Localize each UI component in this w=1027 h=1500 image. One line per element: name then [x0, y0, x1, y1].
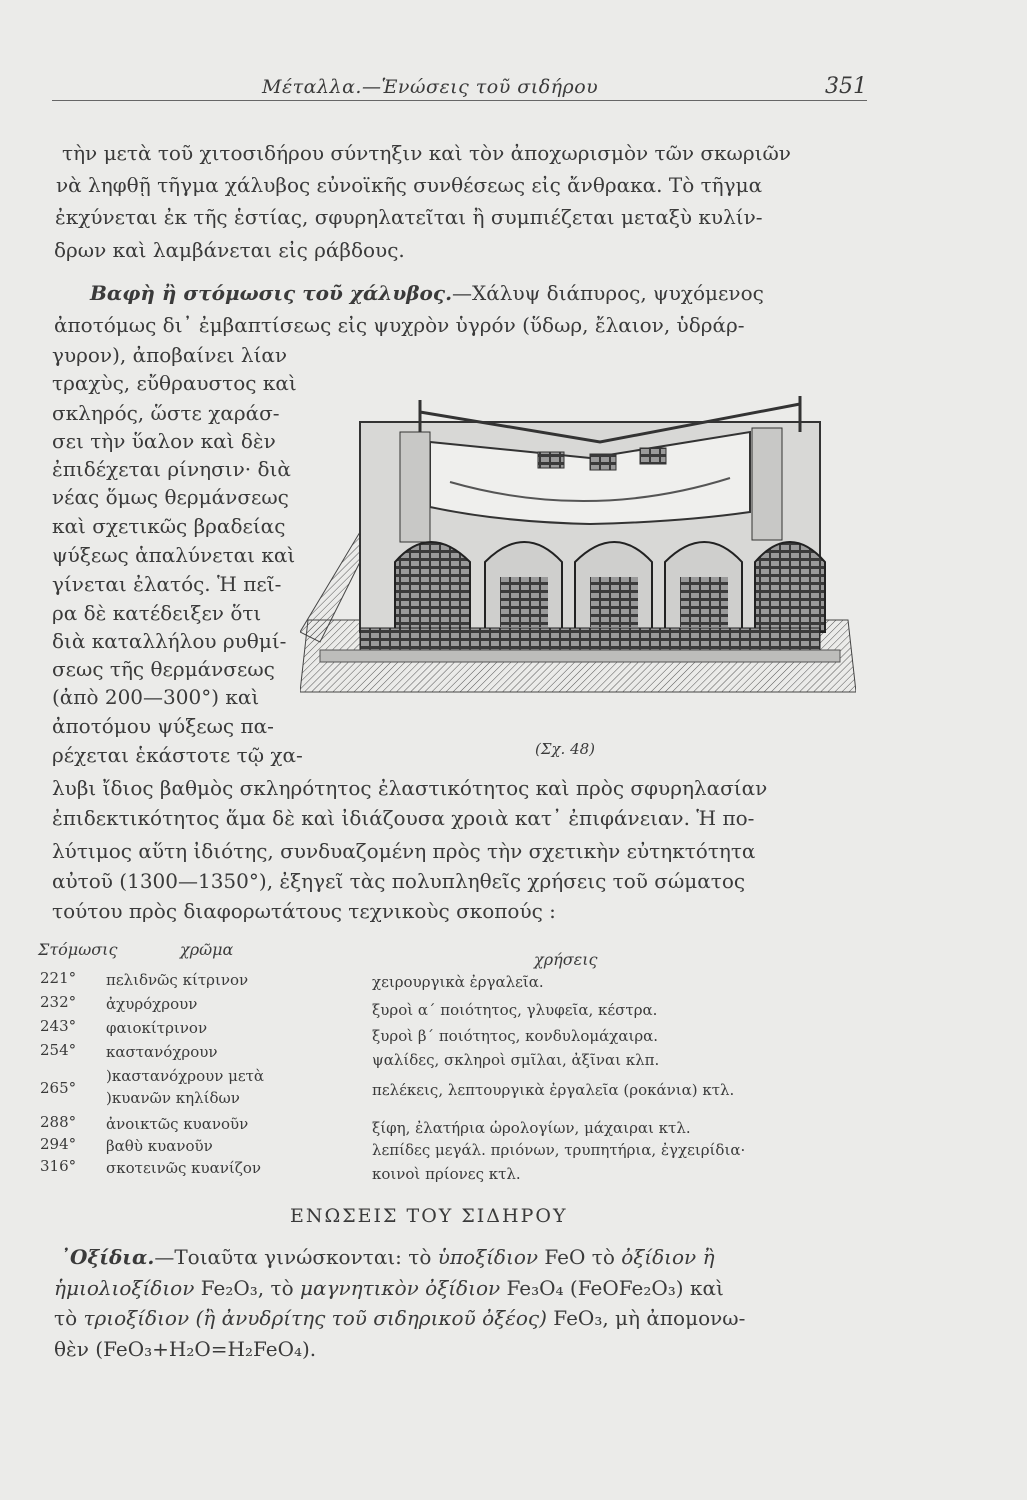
uses-value: λεπίδες μεγάλ. πριόνων, τρυπητήρια, ἐγχειρίδια· [372, 1141, 746, 1159]
para2-first-line [90, 280, 764, 306]
temper-value: 294° [40, 1135, 77, 1153]
section-heading-vafi: Βαφὴ ἢ στόμωσις τοῦ χάλυβος. [90, 281, 453, 305]
para2-wrap-line: τραχὺς, εὔθραυστος καὶ [52, 371, 297, 395]
oxides-line-2 [54, 1275, 724, 1301]
temper-value: 232° [40, 993, 77, 1011]
uses-value: πελέκεις, λεπτουργικὰ ἐργαλεῖα (ροκάνια) κτλ. [372, 1081, 735, 1099]
oxides-term: ἡμιολιοξίδιον [54, 1276, 195, 1300]
para2-wrap-line: ρα δὲ κατέδειξεν ὅτι [52, 601, 262, 625]
para2-wrap-line: σκληρός, ὥστε χαράσ- [52, 401, 280, 425]
para2-line: ἀποτόμως δι᾽ ἐμβαπτίσεως εἰς ψυχρὸν ὑγρόν (ὕδωρ, ἔλαιον, ὑδράρ- [54, 313, 745, 337]
oxides-term: ὑποξίδιον [437, 1245, 539, 1269]
para2-line: γυρον), ἀποβαίνει λίαν [52, 343, 288, 367]
temper-value: 265° [40, 1079, 77, 1097]
oxides-formula: Fe₂O₃, [200, 1276, 265, 1300]
temper-value: 288° [40, 1113, 77, 1131]
para2-wrap-line: διὰ καταλλήλου ρυθμί- [52, 629, 287, 653]
para2-line: ἐπιδεκτικότητος ἅμα δὲ καὶ ἰδιάζουσα χροιὰ κατ᾽ ἐπιφάνειαν. Ἡ πο- [52, 806, 755, 830]
oxides-line-3 [54, 1305, 745, 1331]
color-value: σκοτεινῶς κυανίζον [106, 1159, 262, 1177]
uses-value: χειρουργικὰ ἐργαλεῖα. [372, 973, 544, 991]
temper-value: 316° [40, 1157, 77, 1175]
oxides-formula: FeO₃, [553, 1306, 609, 1330]
uses-value: ψαλίδες, σκληροὶ σμῖλαι, ἀξῖναι κλπ. [372, 1051, 660, 1069]
color-value: φαιοκίτρινον [106, 1019, 208, 1037]
page-number: 351 [825, 74, 867, 99]
uses-value: ξίφη, ἐλατήρια ὡρολογίων, μάχαιραι κτλ. [372, 1119, 691, 1137]
color-value: ἀνοικτῶς κυανοῦν [106, 1115, 249, 1133]
para2-first-line-rest: —Χάλυψ διάπυρος, ψυχόμενος [452, 281, 764, 305]
para2-wrap-line: νέας ὅμως θερμάνσεως [52, 485, 289, 509]
oxides-heading: ᾿Οξίδια. [60, 1245, 155, 1269]
para2-wrap-line: ἀποτόμου ψύξεως πα- [52, 714, 274, 738]
uses-value: ξυροὶ β´ ποιότητος, κονδυλομάχαιρα. [372, 1027, 659, 1045]
uses-value: κοινοὶ πρίονες κτλ. [372, 1165, 521, 1183]
uses-value: ξυροὶ α´ ποιότητος, γλυφεῖα, κέστρα. [372, 1001, 658, 1019]
color-value: )καστανόχρουν μετὰ [106, 1067, 265, 1085]
oxides-line-4: θὲν (FeO₃+H₂O=H₂FeO₄). [54, 1337, 317, 1361]
figure-caption: (Σχ. 48) [535, 740, 596, 758]
para1-line: ἐκχύνεται ἐκ τῆς ἑστίας, σφυρηλατεῖται ἢ συμπιέζεται μεταξὺ κυλίν- [55, 205, 763, 229]
temper-value: 243° [40, 1017, 77, 1035]
furnace-illustration [300, 392, 856, 710]
oxides-term: ὀξίδιον ἢ [621, 1245, 715, 1269]
table-header-temper: Στόμωσις [38, 940, 118, 959]
oxides-line-1 [60, 1244, 715, 1270]
para2-wrap-line: (ἀπὸ 200—300°) καὶ [52, 685, 260, 709]
oxides-term: τριοξίδιον (ἢ ἀνυδρίτης τοῦ σιδηρικοῦ ὀξέος) [83, 1306, 547, 1330]
table-header-uses: χρήσεις [534, 950, 598, 969]
color-value-cont: )κυανῶν κηλίδων [106, 1089, 240, 1107]
para2-wrap-line: σεως τῆς θερμάνσεως [52, 657, 275, 681]
color-value: πελιδνῶς κίτρινον [106, 971, 249, 989]
table-header-color: χρῶμα [180, 940, 234, 959]
oxides-formula: FeO [544, 1245, 586, 1269]
section-title: ΕΝΩΣΕΙΣ ΤΟΥ ΣΙΔΗΡΟΥ [290, 1205, 568, 1227]
oxides-text: τὸ [591, 1245, 615, 1269]
para1-line: νὰ ληφθῇ τῆγμα χάλυβος εὐνοϊκῆς συνθέσεως εἰς ἄνθρακα. Τὸ τῆγμα [56, 173, 763, 197]
color-value: βαθὺ κυανοῦν [106, 1137, 213, 1155]
para2-wrap-line: σει τὴν ὕαλον καὶ δὲν [52, 429, 276, 453]
para1-line: δρων καὶ λαμβάνεται εἰς ράβδους. [54, 238, 405, 262]
para2-line: λυβι ἴδιος βαθμὸς σκληρότητος ἐλαστικότητος καὶ πρὸς σφυρηλασίαν [52, 776, 768, 800]
para2-wrap-line: ἐπιδέχεται ρίνησιν· διὰ [52, 457, 291, 481]
para2-wrap-line: ρέχεται ἑκάστοτε τῷ χα- [52, 743, 303, 767]
color-value: ἀχυρόχρουν [106, 995, 198, 1013]
para2-line: αὐτοῦ (1300—1350°), ἐξηγεῖ τὰς πολυπληθεῖς χρήσεις τοῦ σώματος [52, 869, 746, 893]
para2-wrap-line: καὶ σχετικῶς βραδείας [52, 514, 286, 538]
para1-line: τὴν μετὰ τοῦ χιτοσιδήρου σύντηξιν καὶ τὸν ἀποχωρισμὸν τῶν σκωριῶν [62, 141, 791, 165]
temper-value: 221° [40, 969, 77, 987]
oxides-term: μαγνητικὸν ὀξίδιον [299, 1276, 501, 1300]
para2-line: λύτιμος αὕτη ἰδιότης, συνδυαζομένη πρὸς τὴν σχετικὴν εὐτηκτότητα [52, 839, 756, 863]
oxides-text: τὸ [270, 1276, 294, 1300]
color-value: καστανόχρουν [106, 1043, 218, 1061]
oxides-text: μὴ ἀπομονω- [615, 1306, 746, 1330]
temper-value: 254° [40, 1041, 77, 1059]
header-title: Μέταλλα.—Ἑνώσεις τοῦ σιδήρου [262, 76, 599, 98]
oxides-formula: Fe₃O₄ (FeOFe₂O₃) καὶ [506, 1276, 724, 1300]
para2-line: τούτου πρὸς διαφορωτάτους τεχνικοὺς σκοπούς : [52, 899, 556, 923]
oxides-text: τὸ [54, 1306, 78, 1330]
para2-wrap-line: γίνεται ἐλατός. Ἡ πεῖ- [52, 572, 282, 596]
oxides-text: —Τοιαῦτα γινώσκονται: τὸ [154, 1245, 432, 1269]
running-header [52, 70, 867, 101]
para2-wrap-line: ψύξεως ἁπαλύνεται καὶ [52, 543, 296, 567]
